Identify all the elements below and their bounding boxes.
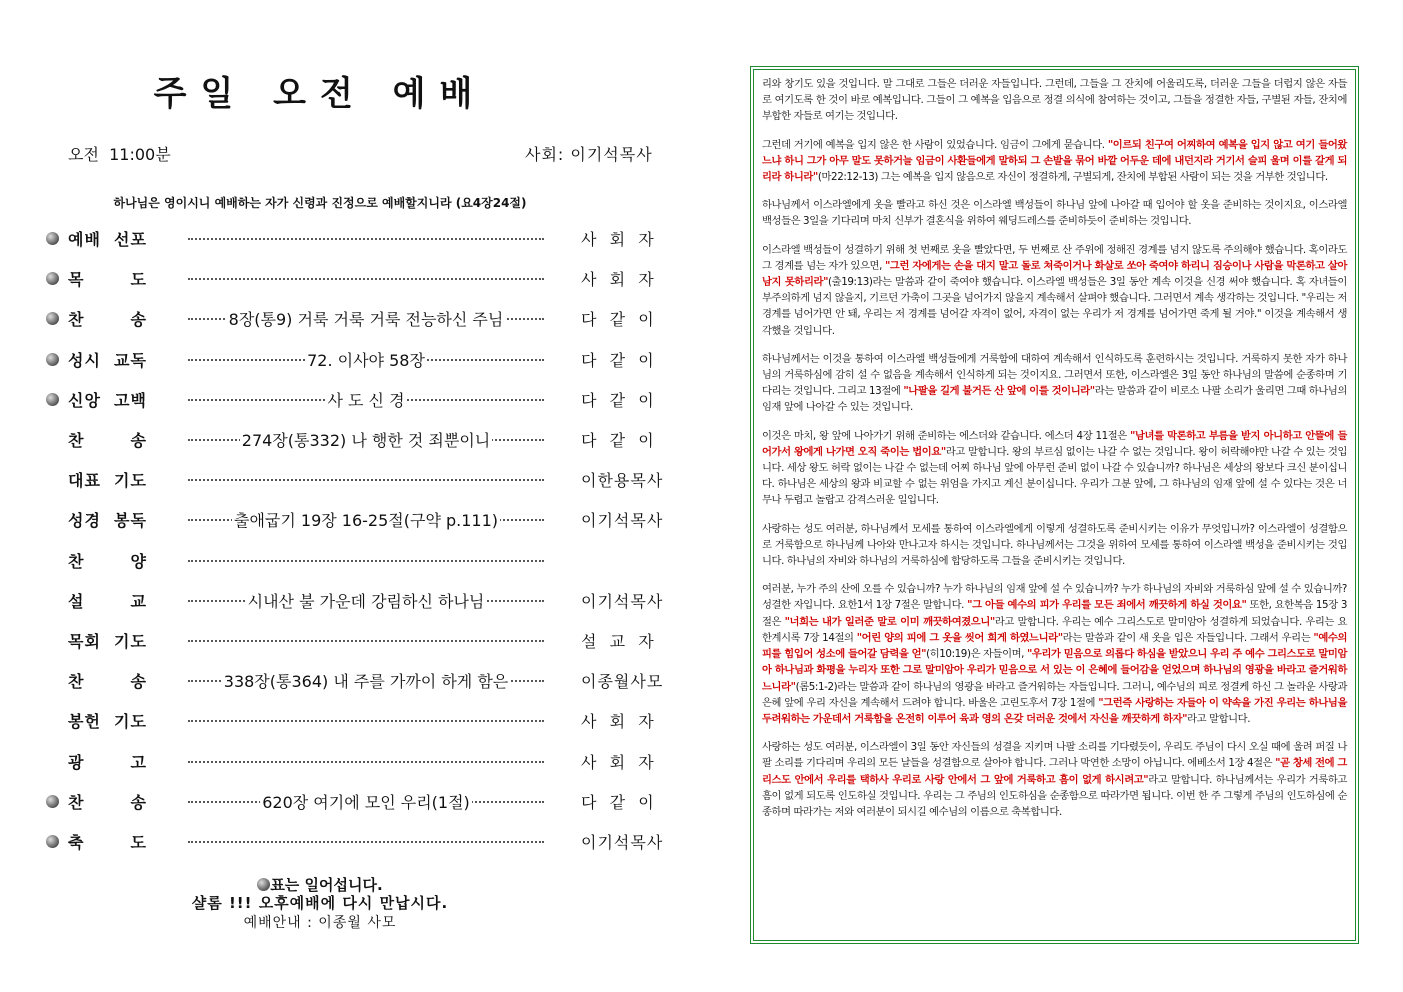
order-item: [46, 827, 664, 857]
order-item-detail: [188, 428, 544, 451]
order-item-detail: [188, 669, 544, 692]
sermon-paragraph: 리와 창기도 있을 것입니다. 말 그대로 그들은 더러운 자들입니다. 그런데, 그들을 그 잔치에 어울리도록, 더러운 그들을 더럽지 않은 자들로 여기도록 한 것이 바로 예복입니다. 그들이 그 예복을 입음으로 정결 의식에 참여하는 것이고, 그들을 정결한 자들, 구별된 자들, 잔치에 부합한 자들로 여기는 것입니다.: [762, 78, 1347, 123]
order-item: [46, 747, 664, 777]
order-item: [46, 304, 664, 334]
dotted-leader: [188, 761, 544, 763]
order-item-detail: [188, 388, 544, 411]
greeting-note: 샬롬 !!! 오후예배에 다시 만납시다.: [191, 894, 449, 912]
sermon-paragraph: 사랑하는 성도 여러분, 이스라엘이 3일 동안 자신들의 성결을 지키며 나팔 소리를 기다렸듯이, 우리도 주님이 다시 오실 때에 울려 퍼질 나팔 소리를 기다리며 우리의 모든 날들을 성결함으로 살아야 합니다. 그러나 막연한 소망이 아닙니다. 에베소서 1장 4절은 "곧 창세 전에 그리스도 안에서 우리를 택하사 우리로 사랑 안에서 그 앞에 거룩하고 흠이 없게 하시려고"라고 말합니다. 하나님께서는 우리가 거룩하고 흠이 없게 되도록 인도하실 것입니다. 우리는 그 주님의 인도하심을 순종함으로 따라가면 됩니다. 이번 한 주 그렇게 주님의 인도하심에 순종하며 따라가는 저와 여러분이 되시길 예수님의 이름으로 축복합니다.: [762, 741, 1347, 818]
dotted-leader: [188, 720, 544, 722]
order-item-detail: [188, 307, 544, 330]
order-item: [46, 345, 664, 375]
order-item-name: 찬 송: [68, 672, 147, 692]
order-item: [46, 626, 664, 656]
order-item-name: 예배 선포: [68, 230, 147, 249]
dotted-leader: [188, 640, 544, 642]
order-item-detail-text: 72. 이사야 58장: [307, 350, 425, 370]
order-item-detail-text: 274장(통332) 나 행한 것 죄뿐이니: [241, 431, 491, 450]
scripture-verse: 하나님은 영이시니 예배하는 자가 신령과 진정으로 예배할지니라 (요4장24절): [113, 196, 527, 210]
service-guide: 예배안내 : 이종월 사모: [243, 915, 397, 931]
order-item-detail-text: 8장(통9) 거룩 거룩 거룩 전능하신 주님: [228, 310, 504, 330]
order-item-detail: [188, 508, 544, 531]
order-item-detail-text: 출애굽기 19장 16-25절(구약 p.111): [233, 511, 499, 531]
order-item-leader: 다 같 이: [581, 350, 655, 370]
order-item: [46, 224, 664, 254]
sermon-paragraph: 여러분, 누가 주의 산에 오를 수 있습니까? 누가 하나님의 임재 앞에 설 수 있습니까? 누가 하나님의 자비와 거룩하심 앞에 설 수 있습니까? 성결한 자입니다. 요한1서 1장 7절은 말합니다. "그 아들 예수의 피가 우리를 모든 죄에서 깨끗하게 하실 것이요" 또한, 요한복음 15장 3절은 "너희는 내가 일러준 말로 이미 깨끗하여졌으니"라고 말합니다. 우리는 예수 그리스도로 말미암아 성결하게 되었습니다. 우리는 요한계시록 7장 14절의 "어린 양의 피에 그 옷을 씻어 희게 하였느니라"라는 말씀과 같이 새 옷을 입은 자들입니다. 그래서 우리는 "예수의 피를 힘입어 성소에 들어갈 담력을 얻"(히10:19)은 자들이며, "우리가 믿음으로 의롭다 하심을 받았으니 우리 주 예수 그리스도로 말미암아 하나님과 화평을 누리자 또한 그로 말미암아 우리가 믿음으로 서 있는 이 은혜에 들어감을 얻었으며 하나님의 영광을 바라고 즐거워하느니라"(롬5:1-2)라는 말씀과 같이 하나님의 영광을 바라고 즐거워하는 자들입니다. 그러니, 예수님의 피로 정결케 하신 그 놀라운 사랑과 은혜 앞에 우리 자신을 계속해서 드려야 합니다. 바울은 고린도후서 7장 1절에 "그런즉 사랑하는 자들아 이 약속을 가진 우리는 하나님을 두려워하는 가운데서 거룩함을 온전히 이루어 육과 영의 온갖 더러운 것에서 자신을 깨끗하게 하자"라고 말합니다.: [762, 583, 1348, 725]
sermon-text: [762, 76, 1347, 820]
order-item: [46, 425, 664, 455]
dotted-leader: [188, 479, 544, 481]
order-item-leader: 다 같 이: [581, 431, 655, 450]
order-item: [46, 546, 664, 576]
order-item-name: 광 고: [68, 752, 147, 772]
order-item-name: 설 교: [68, 591, 147, 611]
order-item: [46, 505, 664, 535]
bullet-icon: [46, 393, 59, 406]
order-item-leader: 이기석목사: [581, 591, 664, 611]
bullet-icon: [46, 835, 59, 848]
stand-note: 표는 일어섭니다.: [40, 874, 600, 895]
worship-order-panel: [40, 60, 680, 960]
order-item-name: 대표 기도: [68, 471, 147, 491]
bullet-icon: [46, 272, 59, 285]
order-item-name: 목회 기도: [68, 632, 147, 651]
order-item-leader: 사 회 자: [581, 230, 655, 249]
order-item: [46, 264, 664, 294]
order-item-name: 찬 송: [68, 431, 147, 450]
order-item-detail-text: 338장(통364) 내 주를 가까이 하게 함은: [223, 672, 509, 692]
order-item-detail: [188, 589, 544, 612]
order-item-leader: 다 같 이: [581, 310, 655, 330]
sermon-paragraph: 하나님께서 이스라엘에게 옷을 빨라고 하신 것은 이스라엘 백성들이 하나님 앞에 나아갈 때 입어야 할 옷을 준비하는 것이지요, 이스라엘 백성들은 3일을 기다리며 마치 신부가 결혼식을 위하여 웨딩드레스를 준비하듯이 준비하는 것입니다.: [762, 199, 1347, 228]
service-time: 오전 11:00분: [68, 145, 171, 164]
sermon-paragraph: 이것은 마치, 왕 앞에 나아가기 위해 준비하는 에스더와 같습니다. 에스더 4장 11절은 "남녀를 막론하고 부름을 받지 아니하고 안뜰에 들어가서 왕에게 나가면 오직 죽이는 법이요"라고 말합니다. 왕의 부르심 없이는 나갈 수 없는 것입니다. 왕이 허락해야만 나갈 수 있는 것입니다. 세상 왕도 허락 없이는 나갈 수 없는데 어찌 하나님 앞에 아무런 준비 없이 나갈 수 있습니까? 하나님은 세상의 왕보다 크신 분이십니다. 하나님은 세상의 왕과 비교할 수 없는 위엄을 가지고 계신 분이십니다. 우리가 그분 앞에, 그 하나님의 임재 앞에 설 수 있다는 것은 너무나 두렵고 놀랍고 감격스러운 일입니다.: [762, 429, 1347, 507]
order-item: [46, 586, 664, 616]
order-item-detail: [188, 790, 544, 813]
order-item-name: 찬 송: [68, 310, 147, 330]
bullet-icon: [46, 353, 59, 366]
order-item-leader: 이종월사모: [581, 672, 664, 692]
bullet-icon: [46, 232, 59, 245]
bullet-icon: [46, 312, 59, 325]
order-item-name: 목 도: [68, 270, 147, 290]
sermon-panel: [750, 66, 1359, 944]
order-item-leader: 이기석목사: [581, 511, 664, 531]
order-item: [46, 706, 664, 736]
order-item: [46, 787, 664, 817]
order-item-detail-text: 사 도 신 경: [327, 390, 405, 410]
sermon-paragraph: 하나님께서는 이것을 통하여 이스라엘 백성들에게 거룩함에 대하여 계속해서 인식하도록 훈련하시는 것입니다. 거룩하지 못한 자가 하나님의 거룩하심에 감히 설 수 없음을 계속해서 인식하게 되는 것이지요. 그러면서 또한, 이스라엘은 3일 동안 하나님의 말씀에 순종하며 기다리는 것입니다. 그리고 13절에 "나팔을 길게 불거든 산 앞에 이를 것이니라"라는 말씀과 같이 비로소 나팔 소리가 울리면 그때 하나님의 임재 앞에 나아갈 수 있는 것입니다.: [762, 352, 1347, 414]
order-item-detail-text: 620장 여기에 모인 우리(1절): [262, 792, 470, 812]
order-item: [46, 385, 664, 415]
order-item-leader: 사 회 자: [581, 270, 655, 290]
order-item-name: 신앙 고백: [68, 390, 147, 410]
order-item-detail-text: 시내산 불 가운데 강림하신 하나님: [247, 591, 485, 611]
order-item-leader: 이한용목사: [581, 471, 664, 491]
dotted-leader: [188, 278, 544, 280]
order-item-name: 찬 송: [68, 792, 147, 812]
order-item-name: 축 도: [68, 833, 147, 852]
sermon-paragraph: 이스라엘 백성들이 성결하기 위해 첫 번째로 옷을 빨았다면, 두 번째로 산 주위에 정해진 경계를 넘지 않도록 주의해야 했습니다. 혹이라도 그 경계를 넘는 자가 있으면, "그런 자에게는 손을 대지 말고 돌로 쳐죽이거나 화살로 쏘아 죽여야 하리니 짐승이나 사람을 막론하고 살아남지 못하리라"(출19:13)라는 말씀과 같이 죽여야 했습니다. 이스라엘 백성들은 3일 동안 계속 이것을 신경 써야 했습니다. 혹 자녀들이 부주의하게 넘지 않을지, 기르던 가축이 그곳을 넘어가지 않을지 계속해서 살펴야 했습니다. 그러면서 계속 생각하는 것입니다. "우리는 저 경계를 넘어가면 안 돼, 우리는 저 경계를 넘어갈 자격이 없어, 자격이 없는 우리가 저 경계를 넘어가면 죽게 될 거야." 이것을 계속해서 생각했을 것입니다.: [762, 243, 1347, 337]
service-host: 사회: 이기석목사: [525, 145, 653, 164]
page-title: 주일 오전 예배: [153, 74, 487, 114]
order-item-leader: 다 같 이: [581, 390, 655, 410]
order-item-leader: 사 회 자: [581, 712, 655, 732]
dotted-leader: [188, 841, 544, 843]
order-item-name: 봉헌 기도: [68, 712, 147, 732]
order-item-leader: 사 회 자: [581, 752, 655, 772]
order-item-leader: 다 같 이: [581, 792, 655, 812]
sermon-paragraph: 그런데 거기에 예복을 입지 않은 한 사람이 있었습니다. 임금이 그에게 묻습니다. "이르되 친구여 어찌하여 예복을 입지 않고 여기 들어왔느냐 하니 그가 아무 말도 못하거늘 임금이 사환들에게 말하되 그 손발을 묶어 바깥 어두운 데에 내던지라 거기서 슬피 울며 이를 갈게 되리라 하니라"(마22:12-13) 그는 예복을 입지 않음으로 자신이 정결하게, 구별되게, 잔치에 부합된 사람이 되는 것을 거부한 것입니다.: [762, 138, 1347, 184]
order-item-leader: 설 교 자: [581, 632, 655, 651]
order-item-name: 성경 봉독: [68, 511, 147, 531]
order-item: [46, 666, 664, 696]
bullet-icon: [257, 878, 270, 891]
dotted-leader: [188, 560, 544, 562]
sermon-paragraph: 사랑하는 성도 여러분, 하나님께서 모세를 통하여 이스라엘에게 이렇게 성결하도록 준비시키는 이유가 무엇입니까? 이스라엘이 성결함으로 거룩함으로 하나님께 나아와 만나고자 하시는 것입니다. 하나님께서는 그것을 위하여 모세를 통하여 이스라엘 백성을 준비시키는 것입니다. 하나님의 자비와 하나님의 거룩하심에 합당하도록 그들을 준비시키는 것입니다.: [762, 522, 1347, 568]
dotted-leader: [188, 238, 544, 240]
order-item: [46, 465, 664, 495]
order-item-detail: [188, 348, 544, 371]
order-item-name: 찬 양: [68, 551, 147, 571]
order-item-name: 성시 교독: [68, 350, 147, 370]
order-item-leader: 이기석목사: [581, 833, 664, 852]
bullet-icon: [46, 795, 59, 808]
